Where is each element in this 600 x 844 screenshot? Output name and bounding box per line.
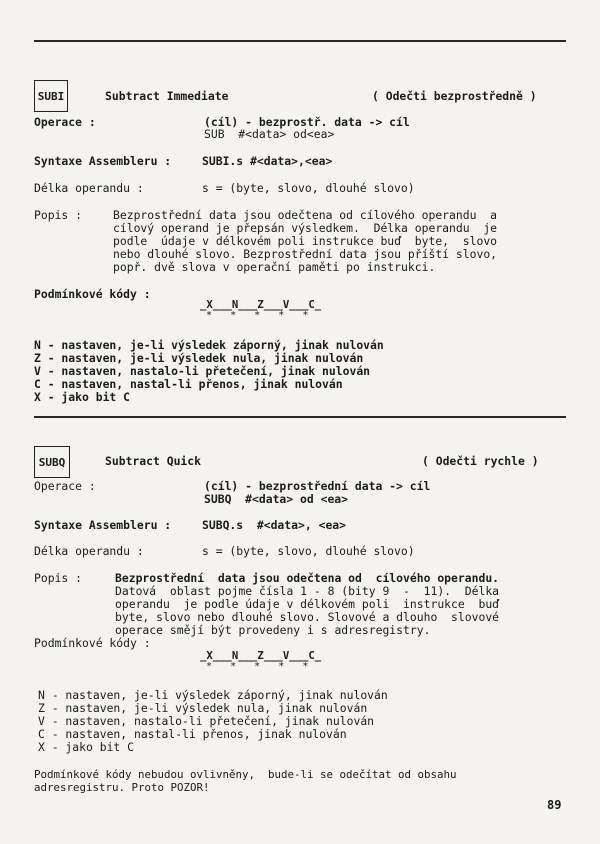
subq-flag-line: V - nastaven, nastalo-li přetečení, jinak nulován <box>38 714 375 728</box>
subi-title-cz: ( Odečti bezprostředně ) <box>372 89 537 103</box>
subq-kody-label: Podmínkové kódy : <box>34 636 151 650</box>
subq-flags-row: _X___N___Z___V___C_ <box>200 650 322 662</box>
subq-operace-1: (cíl) - bezprostřední data -> cíl <box>204 479 431 493</box>
subq-popis-line: Datová oblast pojme čísla 1 - 8 (bity 9 - 11). Délka <box>115 584 500 598</box>
subi-operace-label: Operace : <box>34 115 96 129</box>
subi-popis-line: Bezprostřední data jsou odečtena od cílového operandu a <box>113 208 498 222</box>
subi-operace-2: SUB #<data> od<ea> <box>204 127 335 141</box>
subi-mnemonic-box <box>34 80 68 112</box>
subi-stars-row: * * * * * <box>200 310 315 321</box>
subq-title: Subtract Quick <box>105 454 202 468</box>
subq-flag-line: Z - nastaven, je-li výsledek nula, jinak nulován <box>38 701 368 715</box>
section-divider <box>34 416 566 418</box>
subq-popis-label: Popis : <box>34 571 83 585</box>
subi-popis-line: popř. dvě slova v operační paměti po instrukci. <box>113 260 436 274</box>
subq-delka-value: s = (byte, slovo, dlouhé slovo) <box>202 544 415 558</box>
subq-popis-line: operandu je podle údaje v délkovém poli instrukce buď <box>115 597 500 611</box>
subi-title: Subtract Immediate <box>105 89 229 103</box>
subq-popis-line: operace smějí být provedeny i s adresregistry. <box>115 623 431 637</box>
subi-kody-label: Podmínkové kódy : <box>34 287 151 301</box>
subq-syntaxe-value: SUBQ.s #<data>, <ea> <box>202 518 347 532</box>
subi-syntaxe-value: SUBI.s #<data>,<ea> <box>202 154 333 168</box>
subq-popis-line: Bezprostřední data jsou odečtena od cílového operandu. <box>115 571 500 585</box>
subi-popis-line: podle údaje v délkovém poli instrukce buď byte, slovo <box>113 234 498 248</box>
subi-popis-label: Popis : <box>34 208 83 222</box>
subi-flag-line: Z - nastaven, je-li výsledek nula, jinak nulován <box>34 351 364 365</box>
subi-operace-1: (cíl) - bezprostř. data -> cíl <box>204 115 410 129</box>
subi-syntaxe-label: Syntaxe Assembleru : <box>34 154 172 168</box>
subi-delka-value: s = (byte, slovo, dlouhé slovo) <box>202 181 415 195</box>
subq-stars-row: * * * * * <box>200 661 315 672</box>
subq-mnemonic-box <box>34 446 70 478</box>
subq-operace-2: SUBQ #<data> od <ea> <box>204 492 349 506</box>
subi-popis-line: cílový operand je přepsán výsledkem. Délka operandu je <box>113 221 498 235</box>
subi-mnemonic: SUBI <box>37 89 65 103</box>
subq-delka-label: Délka operandu : <box>34 544 144 558</box>
subq-flag-line: N - nastaven, je-li výsledek záporný, jinak nulován <box>38 688 388 702</box>
subi-delka-label: Délka operandu : <box>34 181 144 195</box>
subq-mnemonic: SUBQ <box>38 455 66 469</box>
subq-title-cz: ( Odečti rychle ) <box>422 454 539 468</box>
subi-flag-line: C - nastaven, nastal-li přenos, jinak nulován <box>34 377 343 391</box>
subq-note-line: adresregistru. Proto POZOR! <box>34 781 210 794</box>
subq-note-line: Podmínkové kódy nebudou ovlivněny, bude-li se odečítat od obsahu <box>34 768 457 781</box>
subq-flag-line: X - jako bit C <box>38 740 135 754</box>
subq-operace-label: Operace : <box>34 479 96 493</box>
subi-flag-line: X - jako bit C <box>34 390 131 404</box>
subq-popis-line: byte, slovo nebo dlouhé slovo. Slovové a dlouho slovové <box>115 610 500 624</box>
subq-flag-line: C - nastaven, nastal-li přenos, jinak nulován <box>38 727 347 741</box>
top-rule <box>34 40 566 42</box>
subi-flag-line: V - nastaven, nastalo-li přetečení, jinak nulován <box>34 364 371 378</box>
subi-flag-line: N - nastaven, je-li výsledek záporný, jinak nulován <box>34 338 384 352</box>
subi-popis-line: nebo dlouhé slovo. Bezprostřední data jsou příští slovo, <box>113 247 498 261</box>
page-number: 89 <box>547 798 562 812</box>
subq-syntaxe-label: Syntaxe Assembleru : <box>34 518 172 532</box>
subi-flags-row: _X___N___Z___V___C_ <box>200 299 322 311</box>
